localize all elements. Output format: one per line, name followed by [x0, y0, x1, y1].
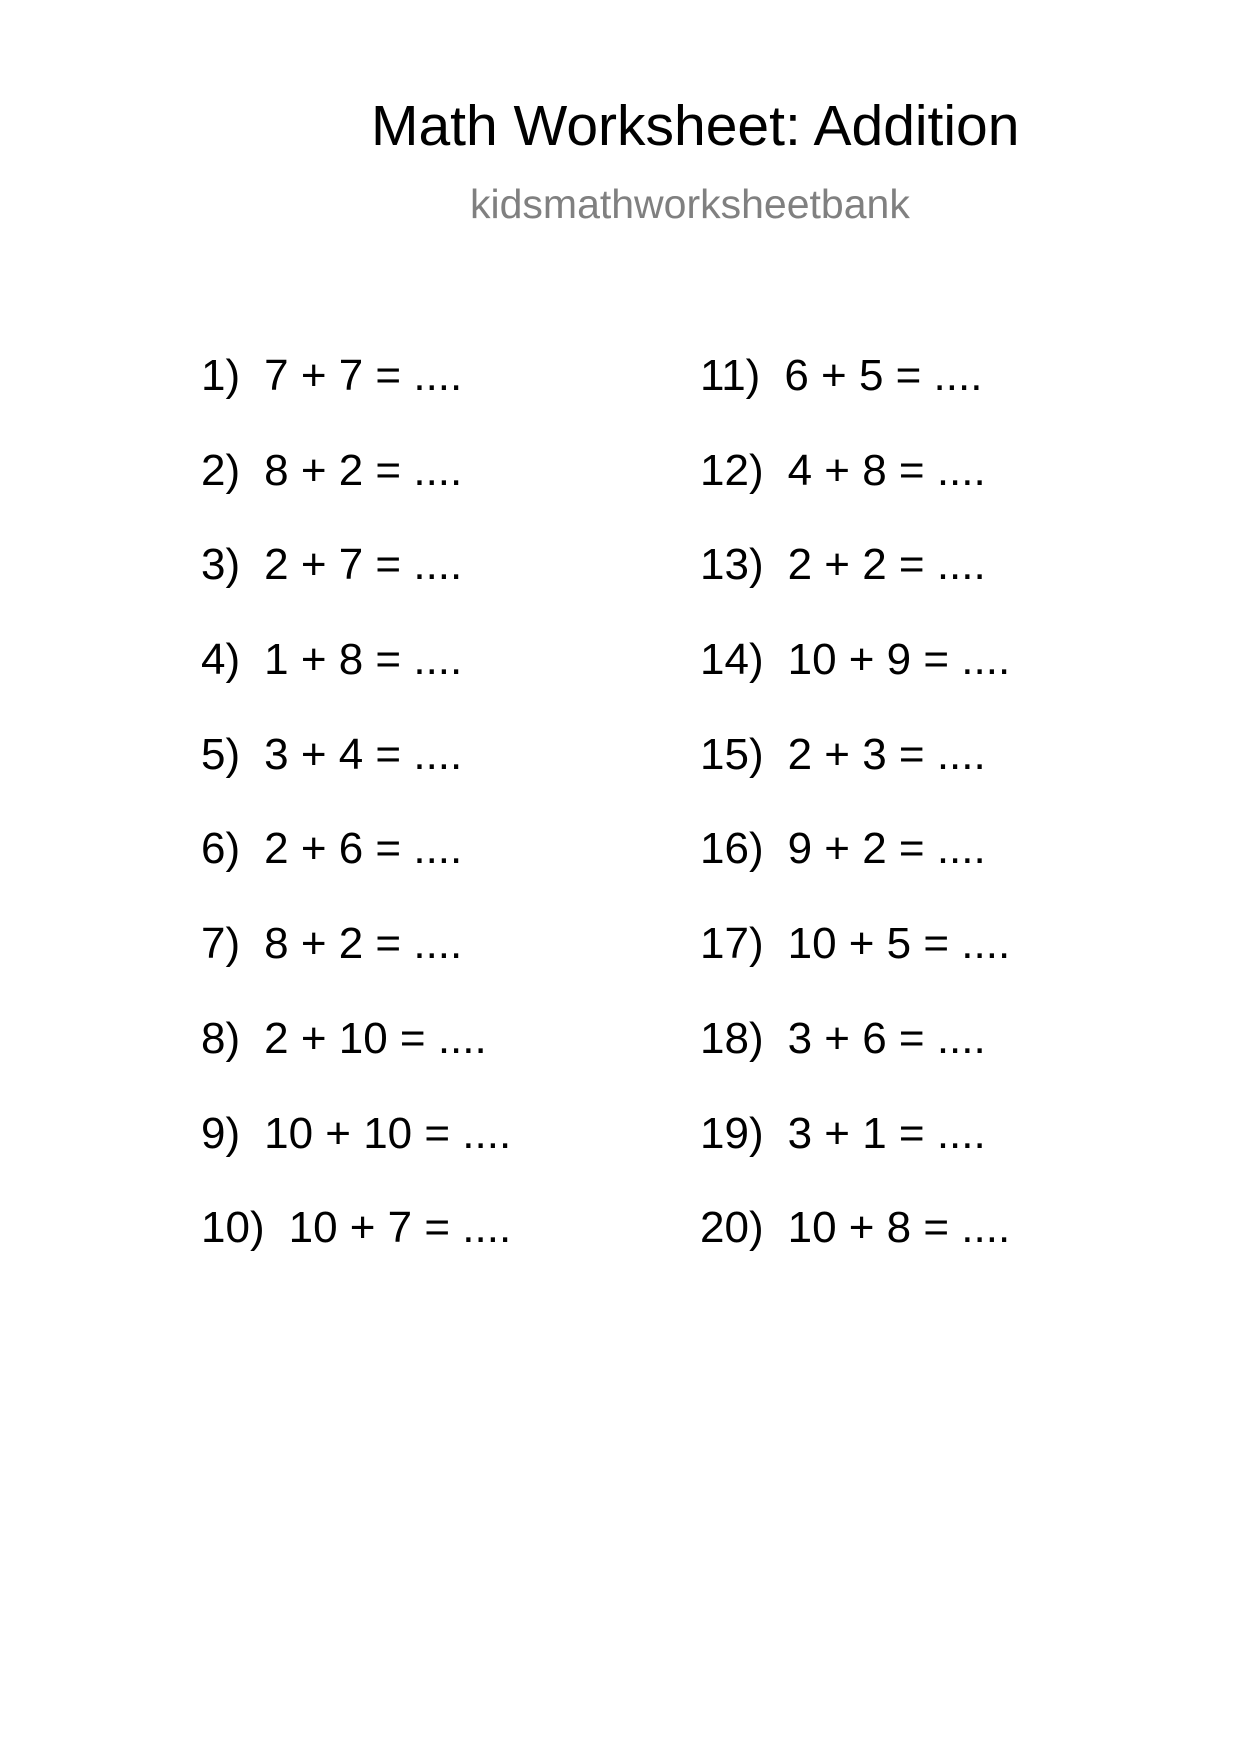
- problem-item: [700, 1204, 1010, 1299]
- problem-expression: 10 + 7 = ....: [288, 1203, 512, 1253]
- problem-expression: 2 + 6 = ....: [264, 824, 463, 874]
- problem-expression: 1 + 8 = ....: [264, 635, 463, 685]
- problem-item: [201, 1110, 511, 1205]
- problem-expression: 6 + 5 = ....: [784, 351, 983, 400]
- problem-expression: 2 + 7 = ....: [264, 540, 463, 590]
- problem-item: [700, 447, 1010, 542]
- problem-item: [700, 731, 1010, 826]
- problem-number: 11): [700, 351, 761, 400]
- problem-expression: 3 + 4 = ....: [264, 729, 463, 779]
- problem-number: 6): [201, 824, 241, 874]
- problem-item: [201, 541, 511, 636]
- problem-number: 2): [201, 445, 241, 495]
- problem-number: 20): [700, 1203, 764, 1253]
- problem-expression: 10 + 9 = ....: [787, 635, 1011, 685]
- problem-number: 19): [700, 1108, 764, 1158]
- problem-number: 9): [201, 1108, 241, 1158]
- problem-item: [700, 1015, 1010, 1110]
- problem-number: 1): [201, 351, 241, 400]
- problem-number: 13): [700, 540, 764, 590]
- problem-item: [201, 920, 511, 1015]
- problem-expression: 9 + 2 = ....: [787, 824, 986, 874]
- problem-expression: 3 + 1 = ....: [787, 1108, 986, 1158]
- page-subtitle: kidsmathworksheetbank: [470, 181, 910, 227]
- problem-item: [201, 1015, 511, 1110]
- problem-item: [700, 1110, 1010, 1205]
- problem-expression: 7 + 7 = ....: [264, 351, 463, 400]
- problem-number: 17): [700, 919, 764, 969]
- problem-item: [700, 825, 1010, 920]
- problem-item: [201, 1204, 511, 1299]
- problem-number: 7): [201, 919, 241, 969]
- problem-number: 12): [700, 445, 764, 495]
- problem-expression: 2 + 3 = ....: [787, 729, 986, 779]
- problem-expression: 10 + 10 = ....: [264, 1108, 512, 1158]
- problem-item: [700, 920, 1010, 1015]
- problem-item: [201, 636, 511, 731]
- problem-item: [201, 825, 511, 920]
- problem-column-right: [700, 352, 1010, 1299]
- page-title: Math Worksheet: Addition: [371, 94, 1020, 158]
- problem-number: 16): [700, 824, 764, 874]
- problem-item: [700, 352, 1010, 447]
- problem-number: 3): [201, 540, 241, 590]
- problem-expression: 2 + 10 = ....: [264, 1013, 487, 1063]
- problem-expression: 2 + 2 = ....: [787, 540, 986, 590]
- problem-item: [700, 636, 1010, 731]
- problem-number: 10): [201, 1203, 265, 1253]
- problem-number: 4): [201, 635, 241, 685]
- problem-expression: 3 + 6 = ....: [787, 1013, 986, 1063]
- problem-number: 5): [201, 729, 241, 779]
- problem-column-left: [201, 352, 511, 1299]
- problem-expression: 4 + 8 = ....: [787, 445, 986, 495]
- problem-number: 8): [201, 1013, 241, 1063]
- problem-item: [201, 447, 511, 542]
- problem-item: [201, 352, 511, 447]
- problem-number: 18): [700, 1013, 764, 1063]
- problem-expression: 10 + 8 = ....: [787, 1203, 1011, 1253]
- problem-number: 15): [700, 729, 764, 779]
- problem-expression: 8 + 2 = ....: [264, 919, 463, 969]
- problem-expression: 10 + 5 = ....: [787, 919, 1011, 969]
- problem-item: [700, 541, 1010, 636]
- problem-item: [201, 731, 511, 826]
- problem-expression: 8 + 2 = ....: [264, 445, 463, 495]
- problem-number: 14): [700, 635, 764, 685]
